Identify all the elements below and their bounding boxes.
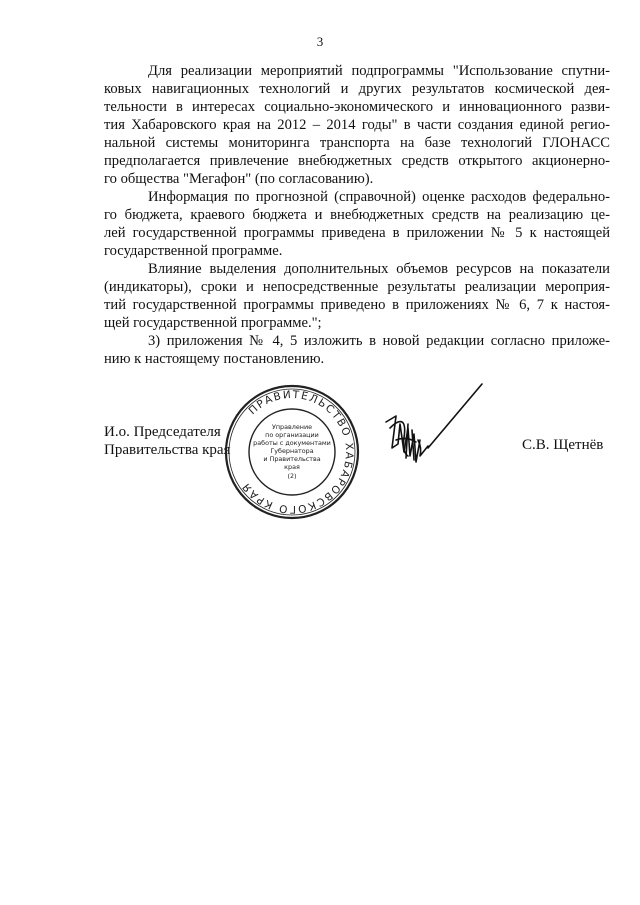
signer-position-line: Правительства края	[104, 442, 231, 458]
paragraph	[104, 62, 610, 188]
text-line: лей государственной программы приведена в приложении № 5 к настоящей	[104, 225, 610, 241]
stamp-inner-text: по организации	[265, 431, 319, 439]
text-line: Влияние выделения дополнительных объемов ресурсов на показатели	[148, 261, 610, 277]
official-stamp	[222, 382, 362, 522]
text-line: (индикаторы), сроки и непосредственные результаты реализации мероприя-	[104, 279, 610, 295]
paragraph	[104, 188, 610, 260]
stamp-ring-text: ПРАВИТЕЛЬСТВО ХАБАРОВСКОГО КРАЯ	[239, 388, 356, 516]
text-line: тий государственной программы приведено в приложениях № 6, 7 к настоя-	[104, 297, 610, 313]
text-line: ковых навигационных технологий и других результатов космической дея-	[104, 81, 610, 97]
text-line: го бюджета, краевого бюджета и внебюджетных средств на реализацию це-	[104, 207, 610, 223]
text-line: государственной программе.	[104, 243, 283, 259]
stamp-inner-text: (2)	[287, 472, 297, 480]
signer-name: С.В. Щетнёв	[522, 437, 604, 453]
stamp-inner-text: Губернатора	[270, 447, 314, 455]
text-line: предполагается привлечение внебюджетных средств открытого акционерно-	[104, 153, 610, 169]
page-number: 3	[316, 34, 324, 49]
signer-position	[104, 423, 231, 459]
stamp-inner-text: работы с документами	[253, 439, 331, 447]
stamp-inner-text: и Правительства	[263, 455, 321, 463]
paragraph	[104, 332, 610, 368]
handwritten-signature	[378, 378, 488, 488]
text-line: Для реализации мероприятий подпрограммы "Использование спутни-	[148, 63, 610, 79]
text-line: го общества "Мегафон" (по согласованию).	[104, 171, 374, 187]
stamp-inner-text: края	[284, 463, 300, 471]
text-line: нальной системы мониторинга транспорта на базе технологий ГЛОНАСС	[104, 135, 610, 151]
text-line: щей государственной программе.";	[104, 315, 322, 331]
paragraph	[104, 260, 610, 332]
signer-position-line: И.о. Председателя	[104, 424, 221, 440]
text-line: 3) приложения № 4, 5 изложить в новой редакции согласно приложе-	[148, 333, 610, 349]
text-line: тельности в интересах социально-экономического и инновационного разви-	[104, 99, 610, 115]
text-line: Информация по прогнозной (справочной) оценке расходов федерально-	[148, 189, 610, 205]
stamp-inner-text: Управление	[271, 423, 313, 431]
body-text	[104, 62, 610, 368]
text-line: тия Хабаровского края на 2012 – 2014 годы" в части создания единой регио-	[104, 117, 610, 133]
text-line: нию к настоящему постановлению.	[104, 351, 325, 367]
